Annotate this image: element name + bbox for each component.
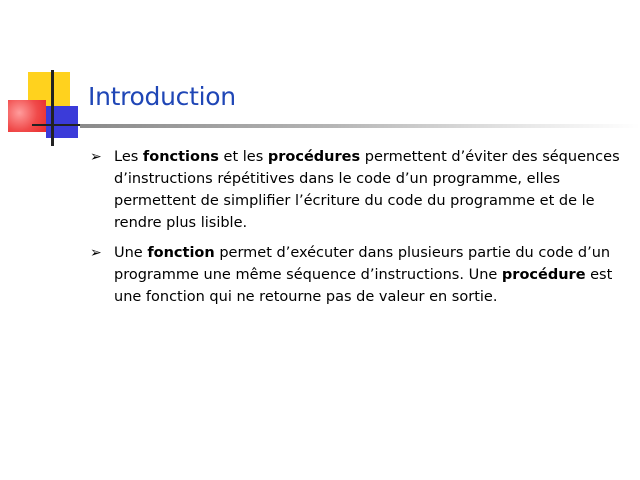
text-segment: est une fonction qui ne retourne pas de valeur en sortie. [114,267,613,305]
bullet-item [90,146,620,234]
text-segment: permettent d’éviter des séquences d’instructions répétitives dans le code d’un programme, elles permettent de simplifier l’écriture du code du programme et de le rendre plus lisible. [114,149,620,231]
text-segment: et les [218,149,268,165]
slide-title: Introduction [88,82,236,111]
text-segment: Les [114,149,143,165]
arrow-bullet-icon: ➢ [90,245,102,261]
bold-term: procédure [501,267,586,283]
bullet-item [90,242,620,308]
text-segment: Une [114,245,148,261]
title-divider [80,124,640,128]
bold-term: fonction [147,245,215,261]
bold-term: procédures [267,149,361,165]
logo-vertical-line [51,70,54,146]
red-square [8,100,46,132]
logo-horizontal-line [32,124,80,126]
text-segment: permet d’exécuter dans plusieurs partie du code d’un programme une même séquence d’instructions. Une [114,245,611,283]
bold-term: fonctions [142,149,219,165]
bullet-list [90,146,620,316]
arrow-bullet-icon: ➢ [90,149,102,165]
color-squares-logo-icon [0,0,90,150]
bullet-text [114,149,620,231]
bullet-text [114,245,612,305]
